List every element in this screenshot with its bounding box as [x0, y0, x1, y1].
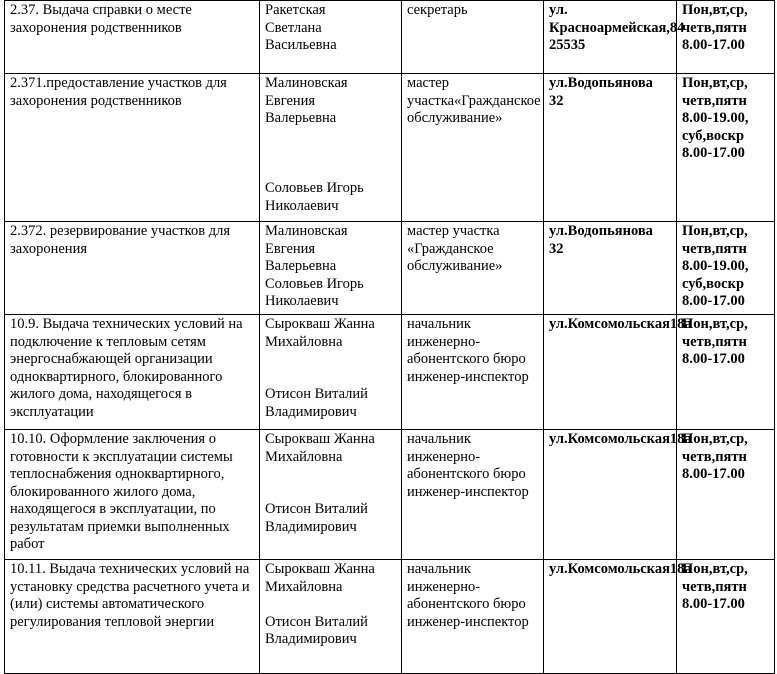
responsible-cell: Ракетская Светлана Васильевна [260, 1, 402, 74]
table-row [5, 315, 775, 430]
service-cell: 2.372. резервирование участков для захоронения [5, 222, 260, 315]
services-table [4, 0, 775, 674]
position-cell: начальник инженерно-абонентского бюро инженер-инспектор [402, 560, 544, 674]
position-cell: начальник инженерно-абонентского бюро инженер-инспектор [402, 315, 544, 430]
address-cell: ул.Комсомольская18а [544, 430, 677, 560]
schedule-cell: Пон,вт,ср, четв,пятн 8.00-17.00 [677, 430, 775, 560]
position-cell: мастер участка«Гражданское обслуживание» [402, 74, 544, 222]
schedule-cell: Пон,вт,ср, четв,пятн 8.00-19.00, суб,воскр 8.00-17.00 [677, 74, 775, 222]
responsible-cell: Малиновская Евгения Валерьевна Соловьев Игорь Николаевич [260, 74, 402, 222]
schedule-cell: Пон,вт,ср, четв,пятн 8.00-17.00 [677, 315, 775, 430]
service-cell: 10.10. Оформление заключения о готовности к эксплуатации системы теплоснабжения одноквартирного, блокированного жилого дома, находящегося в эксплуатации, по результатам приемки выполненных работ [5, 430, 260, 560]
service-cell: 10.11. Выдача технических условий на установку средства расчетного учета и (или) системы автоматического регулирования тепловой энергии [5, 560, 260, 674]
position-cell: секретарь [402, 1, 544, 74]
schedule-cell: Пон,вт,ср, четв,пятн 8.00-17.00 [677, 1, 775, 74]
position-cell: мастер участка «Гражданское обслуживание» [402, 222, 544, 315]
responsible-cell: Сырокваш Жанна Михайловна Отисон Виталий Владимирович [260, 315, 402, 430]
schedule-cell: Пон,вт,ср, четв,пятн 8.00-17.00 [677, 560, 775, 674]
responsible-cell: Сырокваш Жанна Михайловна Отисон Виталий Владимирович [260, 430, 402, 560]
address-cell: ул.Комсомольская18а [544, 560, 677, 674]
table-row [5, 1, 775, 74]
service-cell: 2.37. Выдача справки о месте захоронения родственников [5, 1, 260, 74]
position-cell: начальник инженерно-абонентского бюро инженер-инспектор [402, 430, 544, 560]
address-cell: ул.Водопьянова 32 [544, 222, 677, 315]
responsible-cell: Малиновская Евгения Валерьевна Соловьев Игорь Николаевич [260, 222, 402, 315]
address-cell: ул.Водопьянова 32 [544, 74, 677, 222]
address-cell: ул.Комсомольская18а [544, 315, 677, 430]
address-cell: ул. Красноармейская,84 25535 [544, 1, 677, 74]
table-row [5, 222, 775, 315]
responsible-cell: Сырокваш Жанна Михайловна Отисон Виталий Владимирович [260, 560, 402, 674]
table-row [5, 430, 775, 560]
schedule-cell: Пон,вт,ср, четв,пятн 8.00-19.00, суб,воскр 8.00-17.00 [677, 222, 775, 315]
table-row [5, 74, 775, 222]
table-row [5, 560, 775, 674]
service-cell: 10.9. Выдача технических условий на подключение к тепловым сетям энергоснабжающей организации одноквартирного, блокированного жилого дома, находящегося в эксплуатации [5, 315, 260, 430]
service-cell: 2.371.предоставление участков для захоронения родственников [5, 74, 260, 222]
